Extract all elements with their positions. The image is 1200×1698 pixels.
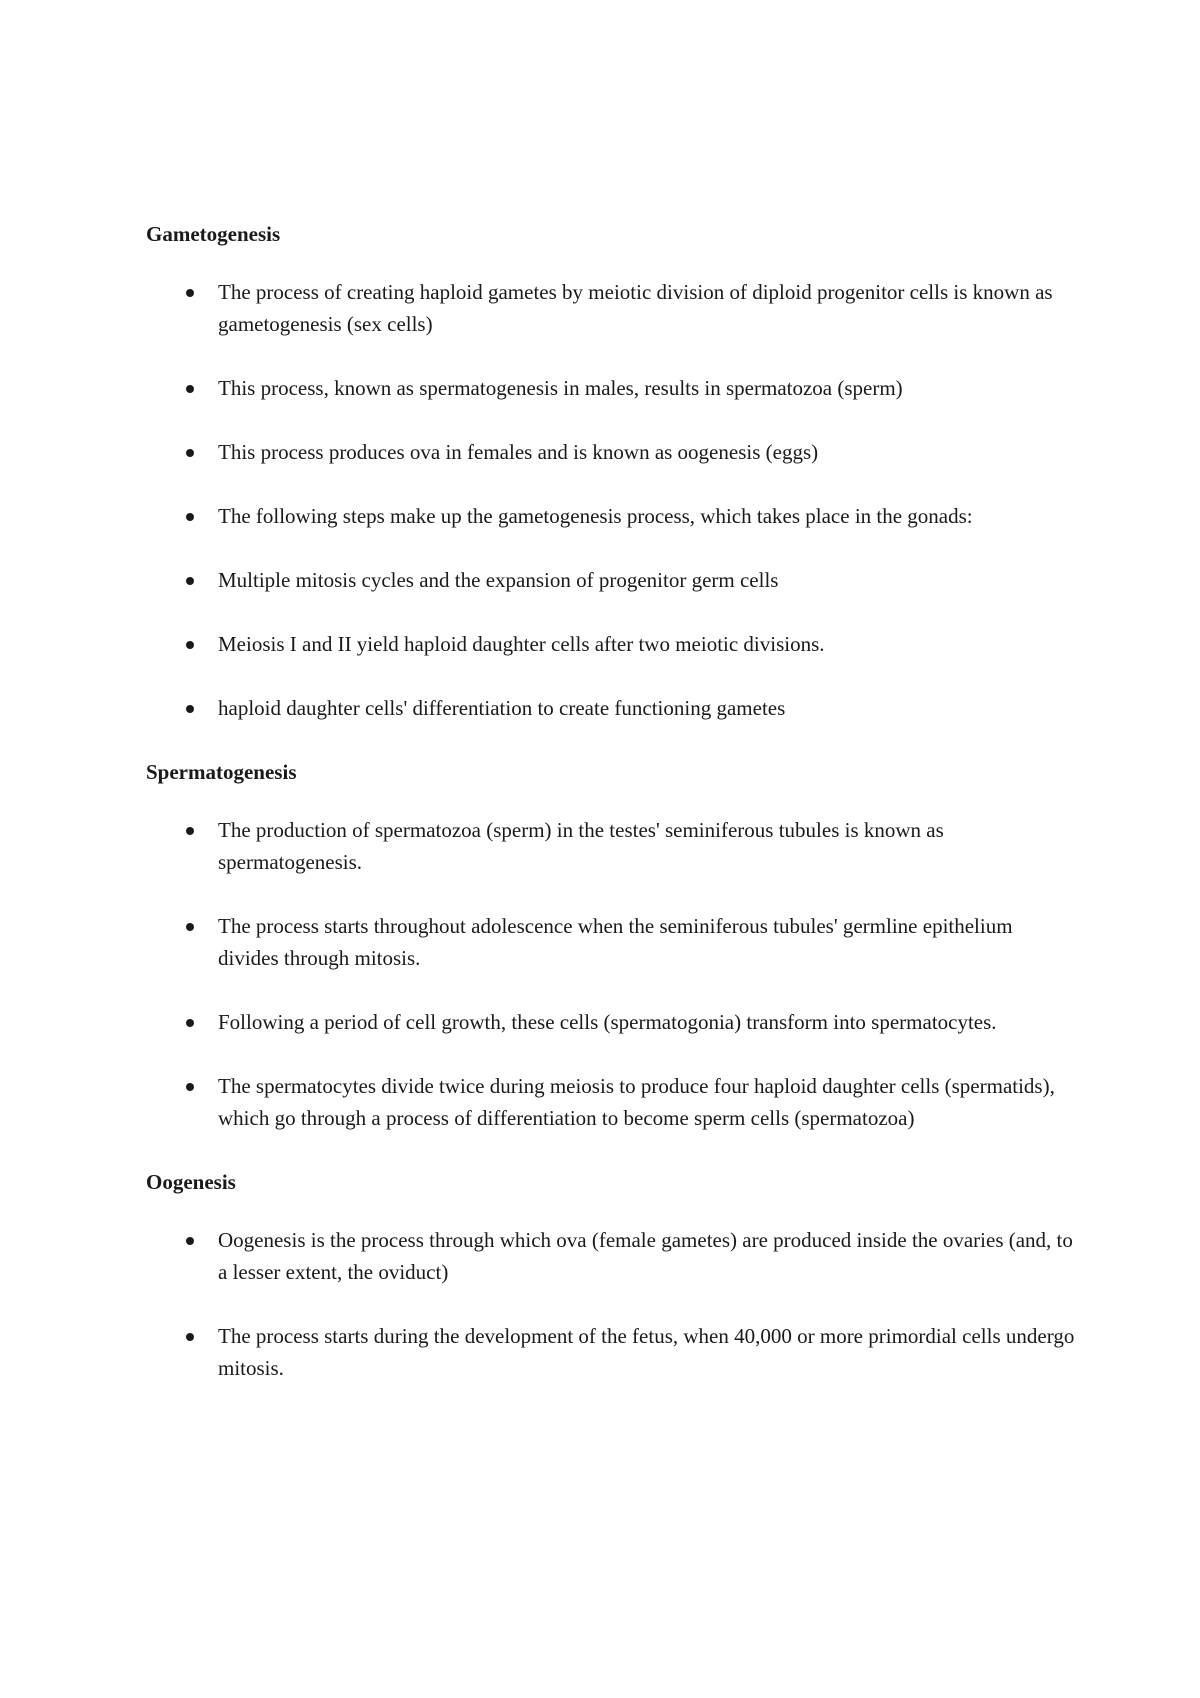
list-item [146,1006,1076,1038]
list-item [146,276,1076,340]
list-item-text: The following steps make up the gametogenesis process, which takes place in the gonads: [218,504,973,528]
list-item [146,1224,1076,1288]
section-heading: Gametogenesis [146,222,281,246]
bullet-icon [186,449,194,457]
bullet-list [146,814,1076,1134]
bullet-icon [186,641,194,649]
bullet-icon [186,577,194,585]
list-item-text: This process, known as spermatogenesis in males, results in spermatozoa (sperm) [218,376,903,400]
section-heading: Oogenesis [146,1170,236,1194]
list-item [146,814,1076,878]
bullet-icon [186,1333,194,1341]
bullet-list [146,276,1076,724]
bullet-icon [186,1237,194,1245]
bullet-icon [186,923,194,931]
bullet-icon [186,705,194,713]
list-item [146,372,1076,404]
section-oogenesis [146,1166,1076,1384]
list-item-text: haploid daughter cells' differentiation to create functioning gametes [218,696,786,720]
list-item [146,628,1076,660]
list-item [146,1070,1076,1134]
section-heading: Spermatogenesis [146,760,297,784]
list-item [146,500,1076,532]
section-spermatogenesis [146,756,1076,1134]
bullet-icon [186,289,194,297]
list-item [146,910,1076,974]
bullet-icon [186,1019,194,1027]
list-item-text: The process starts throughout adolescence when the seminiferous tubules' germline epithelium divides through mitosis. [218,914,1013,970]
list-item-text: Multiple mitosis cycles and the expansion of progenitor germ cells [218,568,779,592]
list-item-text: This process produces ova in females and is known as oogenesis (eggs) [218,440,819,464]
list-item [146,692,1076,724]
section-gametogenesis [146,218,1076,724]
bullet-list [146,1224,1076,1384]
list-item-text: The process of creating haploid gametes by meiotic division of diploid progenitor cells is known as gametogenesis (sex cells) [218,280,1053,336]
list-item-text: Meiosis I and II yield haploid daughter cells after two meiotic divisions. [218,632,825,656]
list-item-text: Oogenesis is the process through which ova (female gametes) are produced inside the ovaries (and, to a lesser extent, the oviduct) [218,1228,1073,1284]
list-item-text: Following a period of cell growth, these cells (spermatogonia) transform into spermatocytes. [218,1010,997,1034]
list-item-text: The production of spermatozoa (sperm) in the testes' seminiferous tubules is known as spermatogenesis. [218,818,944,874]
bullet-icon [186,513,194,521]
list-item [146,564,1076,596]
document-body [146,218,1076,1416]
list-item-text: The process starts during the development of the fetus, when 40,000 or more primordial cells undergo mitosis. [218,1324,1075,1380]
bullet-icon [186,827,194,835]
bullet-icon [186,385,194,393]
bullet-icon [186,1083,194,1091]
list-item [146,436,1076,468]
list-item [146,1320,1076,1384]
list-item-text: The spermatocytes divide twice during meiosis to produce four haploid daughter cells (spermatids), which go through a process of differentiation to become sperm cells (spermatozoa) [218,1074,1055,1130]
